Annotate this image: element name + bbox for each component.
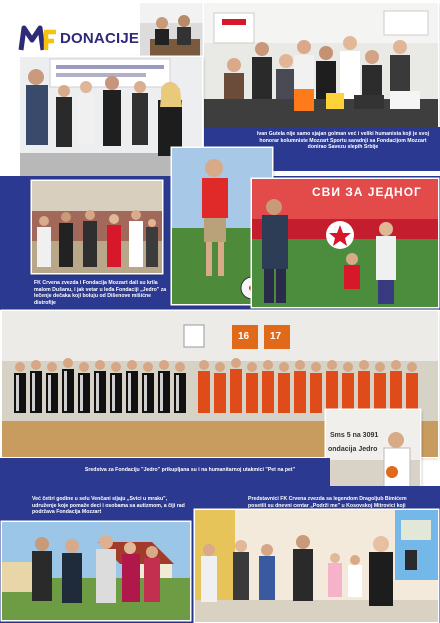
zvezda-banner: СВИ ЗА ЈЕДНОГ (312, 185, 422, 199)
caption-vencani: Već četiri godine u selu Venčani sijaju „Svici u mraku", udruženje koje pomaže deci i osobama sa autizmom, a čiji rad podržava Fondacija Mozzart (32, 496, 185, 516)
caption-band-3 (0, 458, 330, 486)
jersey-number-17: 17 (270, 331, 282, 342)
photo-zvezda-stadium (252, 179, 438, 307)
sms-sign: Sms 5 na 3091 (330, 432, 379, 439)
photo-museum-trophies (32, 181, 162, 273)
mozzart-foundation-logo-icon (18, 22, 60, 54)
caption-dragoljub: Predstavnici FK Crvena zvezda sa legendom Dragoljub Bimićem posetili su dnevni centar „Podrži me" u Kosovskoj Mitrovici koji (248, 496, 407, 509)
caption-humanitarian: Ivan Gutela nije samo sjajan golman već i veliki humanista koji je svoj honorar kolumniste Mozzart Sportu saradnji sa Fondacijom Mozzart donirao Savezu slepih Srbije (256, 131, 430, 151)
photo-group-office (204, 3, 438, 127)
photo-day-center (195, 510, 438, 622)
photo-desk-meeting (140, 3, 208, 61)
photo-sms-jedro (326, 410, 420, 494)
caption-crvena-zvezda-dusan: FK Crvena zvezda i Fondacija Mozzart dali su krila malom Dušanu, i jak vetar u leđa Fondaciji „Jedro" za lečenje dečaka koji boluju od Dišenove mišićne distrofije (34, 280, 167, 306)
caption-basketball: Sredstva za Fondaciju "Jedro" prikupljana su i na humanitarnoj utakmici "Pet na pet" (84, 467, 296, 473)
photo-village-group (2, 522, 190, 620)
jedro-sign: ondacija Jedro (328, 446, 378, 453)
jersey-number-16: 16 (238, 331, 250, 342)
page-title: DONACIJE (60, 30, 140, 47)
